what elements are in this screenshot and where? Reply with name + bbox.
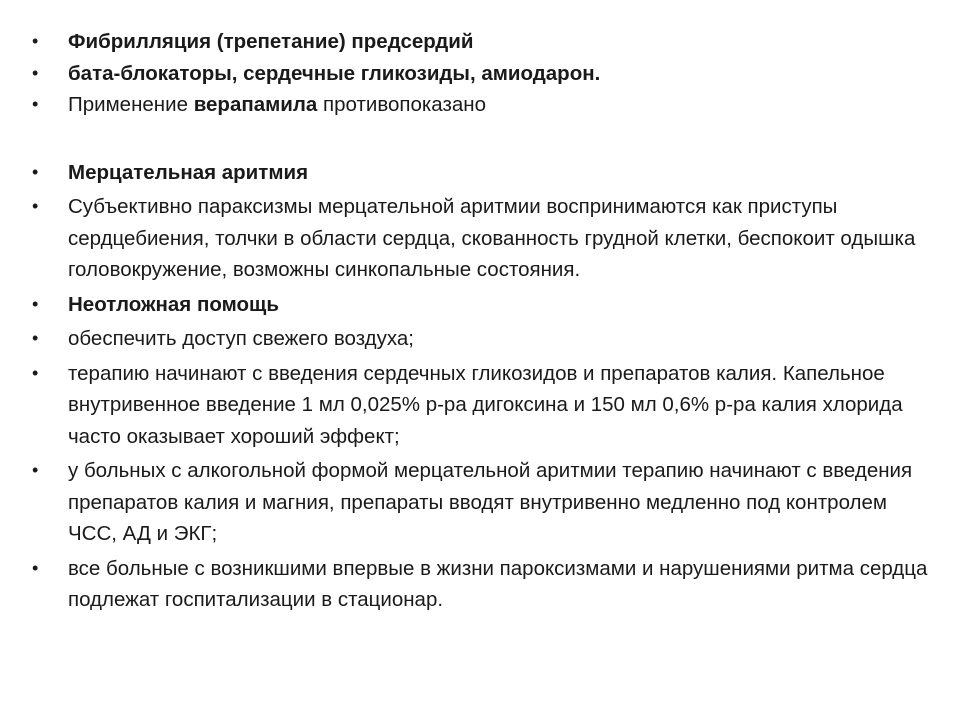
item-text: Мерцательная аритмия [68,160,309,184]
item-text: у больных с алкогольной формой мерцательной аритмии терапию начинают с введения препаратов калия и магния, препараты вводят внутривенно медленно под контролем ЧСС, АД и ЭКГ; [68,459,913,545]
bullet-icon: • [32,196,39,216]
bullet-item-hospitalization [28,553,928,616]
bullet-item-fresh-air [28,323,928,355]
item-text-prefix: Применение [68,93,194,116]
bullet-item-emergency-heading [28,289,928,321]
bullet-icon: • [32,557,39,578]
bullet-item-verapamil [28,89,928,121]
bullet-item-fibrillation-heading [28,26,928,58]
item-text: Субъективно параксизмы мерцательной аритмии воспринимаются как приступы сердцебиения, толчки в области сердца, скованность грудной клетки, беспокоит одышка головокружение, возможны синкопальные состояния. [68,195,916,281]
item-text: все больные с возникшими впервые в жизни пароксизмами и нарушениями ритма сердца подлежат госпитализации в стационар. [68,556,928,611]
item-text-suffix: противопоказано [317,93,486,116]
item-text: бата-блокаторы, сердечные гликозиды, амиодарон. [68,61,601,85]
bullet-item-alcoholic-form [28,455,928,550]
item-text-strong: верапамила [193,93,318,116]
bullet-icon: • [32,293,39,314]
bullet-icon: • [32,362,39,383]
item-text: терапию начинают с введения сердечных гликозидов и препаратов калия. Капельное внутривенное введение 1 мл 0,025% р-ра дигоксина и 150 мл 0,6% р-ра калия хлорида часто оказывает хороший эффект; [68,361,903,448]
bullet-icon: • [32,460,39,480]
bullet-icon: • [32,31,39,51]
item-text: обеспечить доступ свежего воздуха; [68,327,414,350]
item-text: Неотложная помощь [68,292,279,316]
bullet-icon: • [32,62,39,83]
bullet-icon: • [32,161,39,182]
bullet-icon: • [32,328,39,348]
bullet-icon: • [32,94,39,114]
bullet-list [28,26,928,619]
bullet-item-atrial-fibrillation-heading [28,157,928,189]
bullet-item-drugs [28,58,928,90]
bullet-item-therapy [28,358,928,453]
bullet-item-symptoms [28,191,928,286]
item-text: Фибрилляция (трепетание) предсердий [68,30,474,53]
